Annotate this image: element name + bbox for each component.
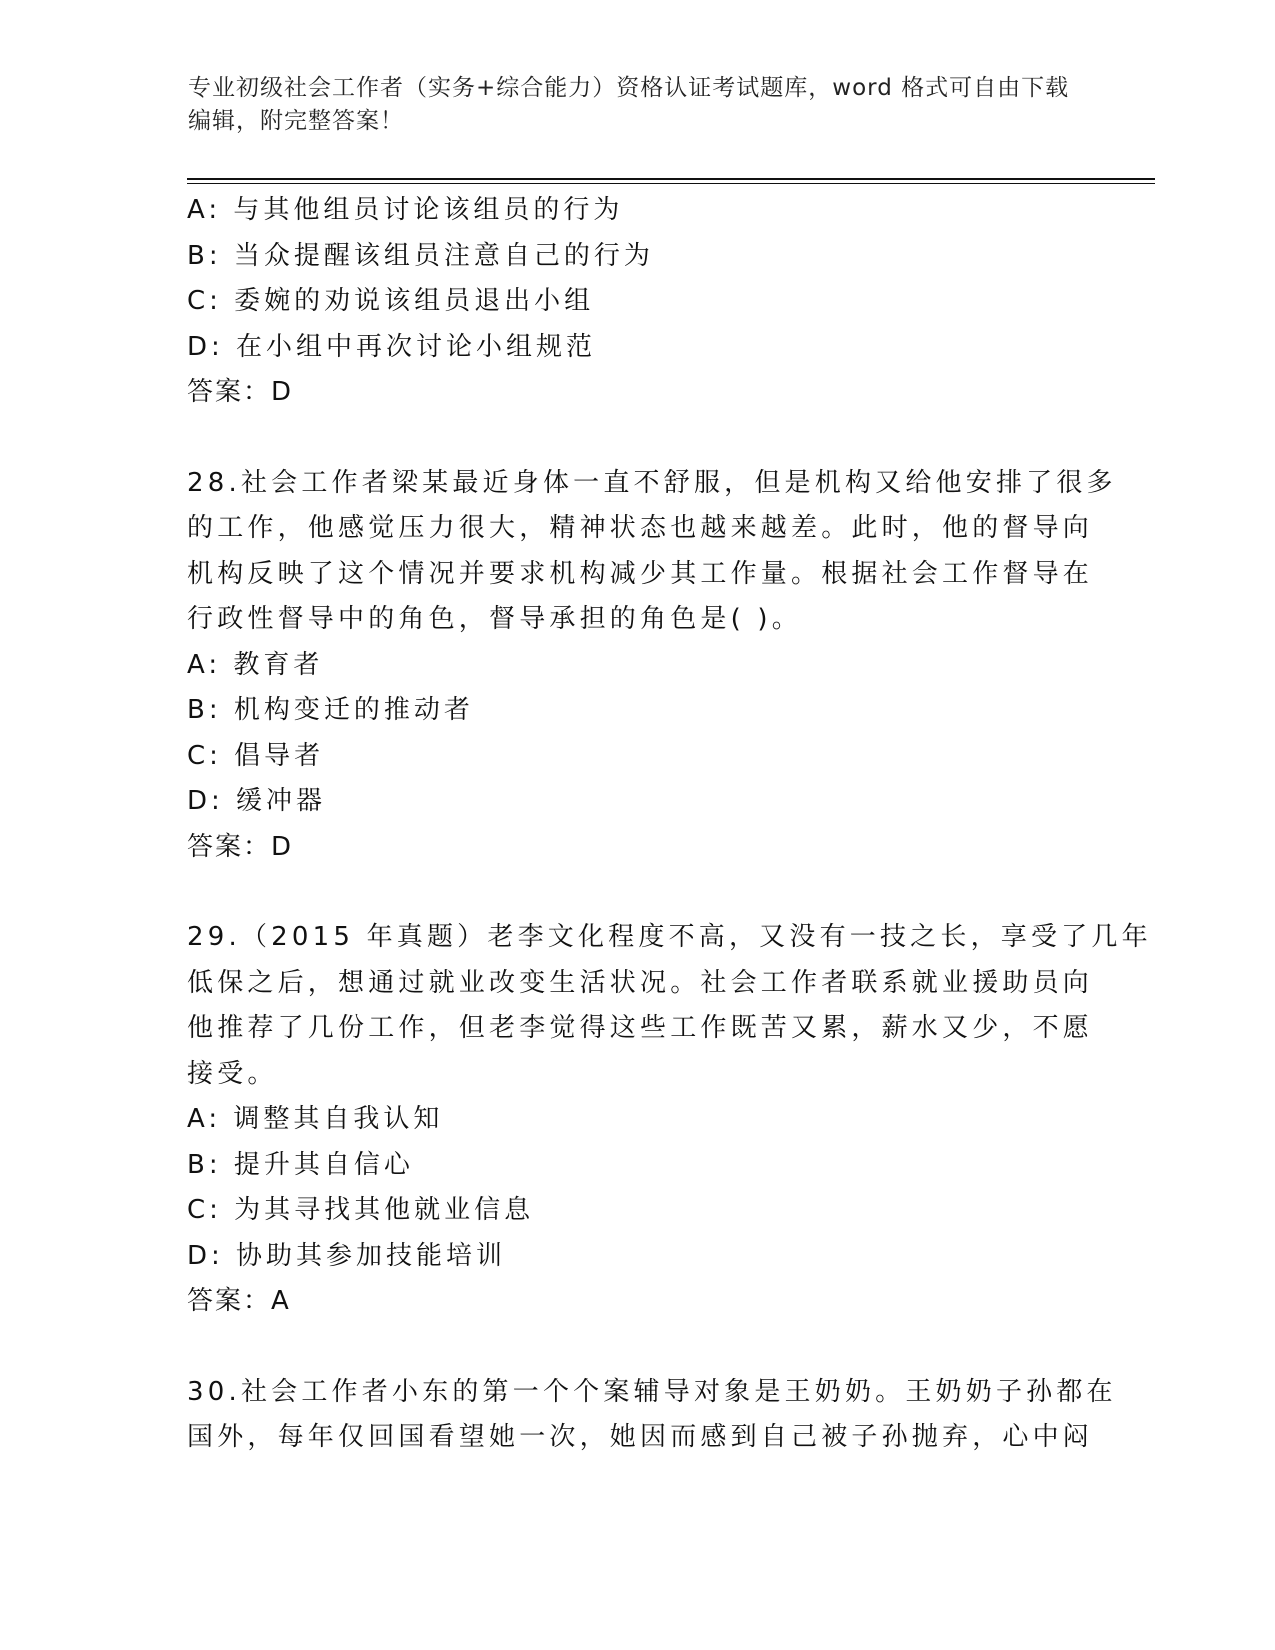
question-stem-line: 低保之后，想通过就业改变生活状况。社会工作者联系就业援助员向 <box>187 967 1094 998</box>
answer: 答案：D <box>187 377 294 407</box>
answer: 答案：A <box>187 1286 291 1316</box>
option-a: A: 与其他组员讨论该组员的行为 <box>187 195 624 225</box>
question-stem-line: 接受。 <box>187 1058 278 1089</box>
option-d: D: 在小组中再次讨论小组规范 <box>187 331 597 362</box>
question-stem-line: 行政性督导中的角色，督导承担的角色是( )。 <box>187 604 802 634</box>
question-30 <box>187 1370 1117 1461</box>
page-header <box>188 72 1078 138</box>
option-d: D: 缓冲器 <box>187 786 327 816</box>
question-29 <box>187 915 1152 1325</box>
option-d: D: 协助其参加技能培训 <box>187 1240 507 1271</box>
header-line-2: 编辑，附完整答案！ <box>188 108 404 134</box>
question-stem-line: 30.社会工作者小东的第一个个案辅导对象是王奶奶。王奶奶子孙都在 <box>187 1376 1117 1407</box>
answer: 答案：D <box>187 831 294 862</box>
question-stem-line: 机构反映了这个情况并要求机构减少其工作量。根据社会工作督导在 <box>187 558 1094 589</box>
option-b: B: 当众提醒该组员注意自己的行为 <box>187 240 654 271</box>
header-line-1: 专业初级社会工作者（实务+综合能力）资格认证考试题库，word 格式可自由下载 <box>188 75 1070 101</box>
question-stem-line: 的工作，他感觉压力很大，精神状态也越来越差。此时，他的督导向 <box>187 513 1094 543</box>
question-stem-line: 28.社会工作者梁某最近身体一直不舒服，但是机构又给他安排了很多 <box>187 467 1117 498</box>
question-28 <box>187 461 1117 871</box>
option-c: C: 委婉的劝说该组员退出小组 <box>187 286 595 316</box>
option-b: B: 提升其自信心 <box>187 1149 414 1180</box>
question-27 <box>187 188 1087 416</box>
option-b: B: 机构变迁的推动者 <box>187 695 474 725</box>
question-stem-line: 他推荐了几份工作，但老李觉得这些工作既苦又累，薪水又少，不愿 <box>187 1013 1094 1043</box>
header-divider <box>187 178 1155 184</box>
option-c: C: 倡导者 <box>187 740 325 771</box>
question-stem-line: 29.（2015 年真题）老李文化程度不高，又没有一技之长，享受了几年 <box>187 922 1152 952</box>
option-a: A: 教育者 <box>187 649 324 680</box>
option-c: C: 为其寻找其他就业信息 <box>187 1195 535 1225</box>
question-content <box>187 188 1152 1461</box>
option-a: A: 调整其自我认知 <box>187 1104 444 1134</box>
question-stem-line: 国外，每年仅回国看望她一次，她因而感到自己被子孙抛弃，心中闷 <box>187 1422 1094 1452</box>
